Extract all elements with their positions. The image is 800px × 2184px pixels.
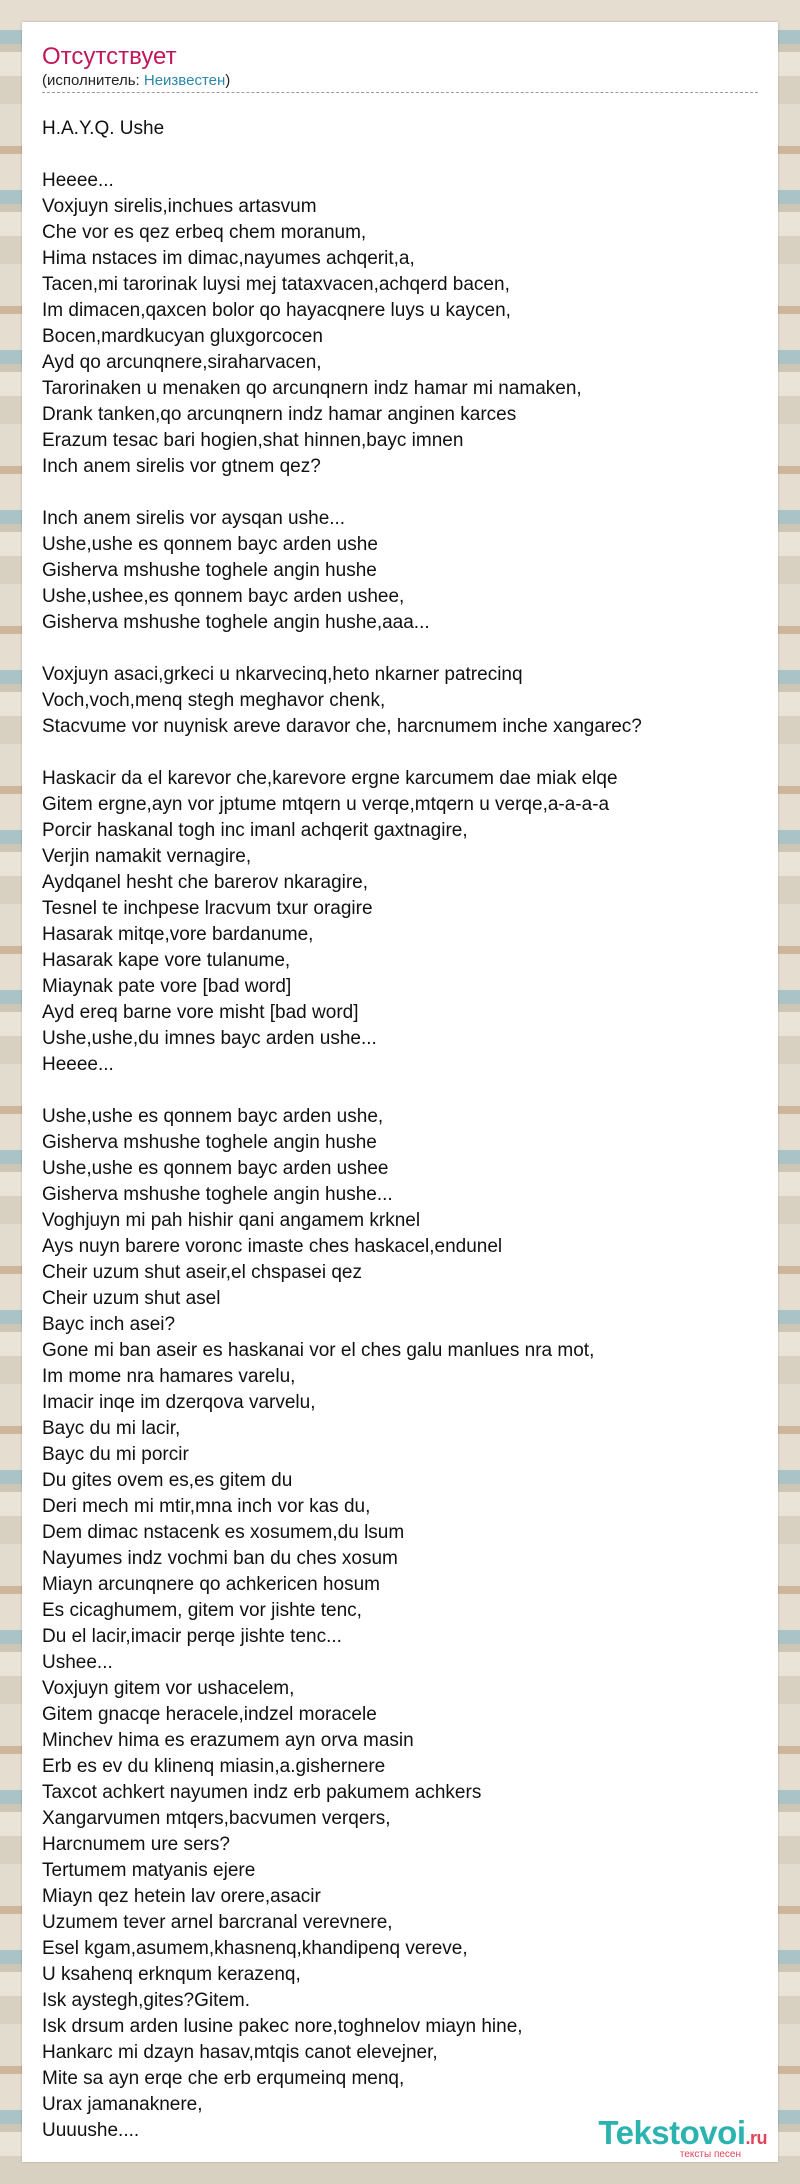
performer-link[interactable]: Неизвестен — [143, 72, 226, 89]
logo-tld: .ru — [745, 2128, 767, 2148]
logo-tagline: тексты песен — [679, 2149, 741, 2160]
lyrics-card — [22, 22, 778, 2162]
header-divider — [42, 92, 758, 93]
song-title: Отсутствует — [42, 43, 177, 70]
logo-name: Tekstovoi — [598, 2114, 746, 2151]
performer-suffix: ) — [225, 72, 231, 89]
site-logo[interactable] — [567, 2115, 767, 2165]
song-lyrics: H.A.Y.Q. Ushe Heeee... Voxjuyn sirelis,inchues artasvum Che vor es qez erbeq chem moranum, Hima nstaces im dimac,nayumes achqerit,a, Tacen,mi tarorinak luysi mej tataxvacen,achqerd bacen, Im dimacen,qaxcen bolor qo hayacqnere luys u kaycen, Bocen,mardkucyan gluxgorcocen Ayd qo arcunqnere,siraharvacen, Tarorinaken u menaken qo arcunqnern indz hamar mi namaken, Drank tanken,qo arcunqnern indz hamar anginen karces Erazum tesac bari hogien,shat hinnen,bayc imnen Inch anem sirelis vor gtnem qez? Inch anem sirelis vor aysqan ushe... Ushe,ushe es qonnem bayc arden ushe Gisherva mshushe toghele angin hushe Ushe,ushee,es qonnem bayc arden ushee, Gisherva mshushe toghele angin hushe,aaa... Voxjuyn asaci,grkeci u nkarvecinq,heto nkarner patrecinq Voch,voch,menq stegh meghavor chenk, Stacvume vor nuynisk areve daravor che, harcnumem inche xangarec? Haskacir da el karevor che,karevore ergne karcumem dae miak elqe Gitem ergne,ayn vor jptume mtqern u verqe,mtqern u verqe,a-a-a-a Porcir haskanal togh inc imanl achqerit gaxtnagire, Verjin namakit vernagire, Aydqanel hesht che barerov nkaragire, Tesnel te inchpese lracvum txur oragire Hasarak mitqe,vore bardanume, Hasarak kape vore tulanume, Miaynak pate vore [bad word] Ayd ereq barne vore misht [bad word] Ushe,ushe,du imnes bayc arden ushe... Heeee... Ushe,ushe es qonnem bayc arden ushe, Gisherva mshushe toghele angin hushe Ushe,ushe es qonnem bayc arden ushee Gisherva mshushe toghele angin hushe... Voghjuyn mi pah hishir qani angamem krknel Ays nuyn barere voronc imaste ches haskacel,endunel Cheir uzum shut aseir,el chspasei qez Cheir uzum shut asel Bayc inch asei? Gone mi ban aseir es haskanai vor el ches galu manlues nra mot, Im mome nra hamares varelu, Imacir inqe im dzerqova varvelu, Bayc du mi lacir, Bayc du mi porcir Du gites ovem es,es gitem du Deri mech mi mtir,mna inch vor kas du, Dem dimac nstacenk es xosumem,du lsum Nayumes indz vochmi ban du ches xosum Miayn arcunqnere qo achkericen hosum Es cicaghumem, gitem vor jishte tenc, Du el lacir,imacir perqe jishte tenc... Ushee... Voxjuyn gitem vor ushacelem, Gitem gnacqe heracele,indzel moracele Minchev hima es erazumem ayn orva masin Erb es ev du klinenq miasin,a.gishernere Taxcot achkert nayumen indz erb pakumem achkers Xangarvumen mtqers,bacvumen verqers, Harcnumem ure sers? Tertumem matyanis ejere Miayn qez hetein lav orere,asacir Uzumem tever arnel barcranal verevnere, Esel kgam,asumem,khasnenq,khandipenq vereve, U ksahenq erknqum kerazenq, Isk aystegh,gites?Gitem. Isk drsum arden lusine pakec nore,toghnelov miayn hine, Hankarc mi dzayn hasav,mtqis canot elevejner, Mite sa ayn erqe che erb erqumeinq menq, Urax jamanaknere, Uuuushe.... — [42, 118, 642, 2141]
performer-prefix: (исполнитель: — [42, 72, 144, 89]
performer-line — [42, 72, 230, 90]
